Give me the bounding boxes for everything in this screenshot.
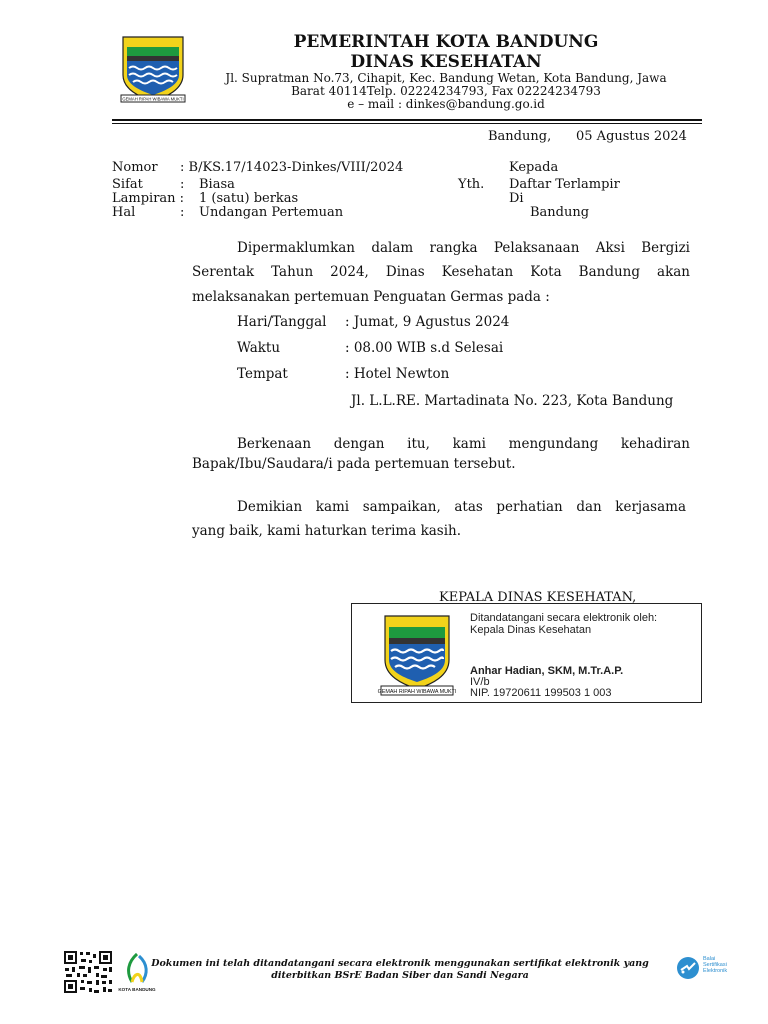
bsre-logo-icon (676, 956, 700, 980)
signer-position: Kepala Dinas Kesehatan (470, 624, 592, 636)
paragraph-1-line-2: Serentak Tahun 2024, Dinas Kesehatan Kota Bandung akan (192, 264, 690, 280)
paragraph-3-line-1: Demikian kami sampaikan, atas perhatian dan kerjasama (237, 499, 686, 515)
recipient-kepada: Kepada (509, 160, 559, 175)
recipient-line-2: Di (509, 191, 524, 206)
hari-tanggal-label: Hari/Tanggal (237, 314, 327, 330)
sifat-separator: : (180, 177, 185, 192)
qr-code-icon (63, 950, 113, 994)
bsre-text-line-3: Elektronik (703, 968, 728, 974)
date-place: Bandung, (488, 129, 552, 144)
bsre-text-line-2: Sertifikasi (703, 962, 727, 968)
waktu-value: : 08.00 WIB s.d Selesai (345, 340, 504, 356)
paragraph-3-line-2: yang baik, kami haturkan terima kasih. (192, 523, 462, 539)
nomor-label: Nomor (112, 160, 158, 175)
tempat-address: Jl. L.L.RE. Martadinata No. 223, Kota Bandung (351, 393, 674, 409)
address-line-2: Barat 40114Telp. 02224234793, Fax 02224234793 (291, 84, 601, 98)
hal-separator: : (180, 205, 185, 220)
signer-rank: IV/b (470, 676, 490, 688)
footer-note-line-2: diterbitkan BSrE Badan Siber dan Sandi Negara (271, 970, 529, 981)
bsre-logo-text (703, 956, 727, 974)
letter-date: 05 Agustus 2024 (576, 129, 687, 144)
lampiran-label: Lampiran : (112, 191, 185, 206)
letterhead-rule-thin (112, 123, 702, 124)
lampiran-value: 1 (satu) berkas (199, 191, 299, 206)
recipient-yth: Yth. (458, 177, 485, 192)
sifat-label: Sifat (112, 177, 143, 192)
hal-label: Hal (112, 205, 136, 220)
paragraph-1-line-3: melaksanakan pertemuan Penguatan Germas pada : (192, 289, 550, 305)
recipient-line-1: Daftar Terlampir (509, 177, 620, 192)
sifat-value: Biasa (199, 177, 235, 192)
city-coat-of-arms-logo (117, 33, 189, 105)
kota-bandung-logo-text: KOTA BANDUNG (118, 987, 156, 992)
agency-title: DINAS KESEHATAN (350, 52, 542, 72)
hal-value: Undangan Pertemuan (199, 205, 344, 220)
signature-coat-of-arms-logo (377, 610, 457, 698)
footer-note-line-1: Dokumen ini telah ditandatangani secara elektronik menggunakan sertifikat elektronik yang (151, 958, 649, 969)
address-line-1: Jl. Supratman No.73, Cihapit, Kec. Bandung Wetan, Kota Bandung, Jawa (225, 71, 667, 85)
signer-name: Anhar Hadian, SKM, M.Tr.A.P. (470, 665, 624, 677)
waktu-label: Waktu (237, 340, 281, 356)
logo-motto: GEMAH RIPAH WIBAWA MUKTI (122, 96, 184, 102)
government-title: PEMERINTAH KOTA BANDUNG (293, 32, 599, 52)
paragraph-1-line-1: Dipermaklumkan dalam rangka Pelaksanaan Aksi Bergizi (237, 240, 690, 256)
signer-nip: NIP. 19720611 199503 1 003 (470, 687, 612, 699)
bsre-text-line-1: Balai (703, 956, 716, 962)
paragraph-2-line-2: Bapak/Ibu/Saudara/i pada pertemuan tersebut. (192, 456, 516, 472)
signature-logo-motto: GEMAH RIPAH WIBAWA MUKTI (377, 689, 457, 695)
tempat-value: : Hotel Newton (345, 366, 450, 382)
letterhead-rule-thick (112, 119, 702, 121)
electronic-signature-box (351, 603, 702, 703)
signature-title: KEPALA DINAS KESEHATAN, (439, 590, 637, 605)
recipient-line-3: Bandung (530, 205, 590, 220)
signed-by-text: Ditandatangani secara elektronik oleh: (470, 612, 658, 624)
tempat-label: Tempat (237, 366, 288, 382)
paragraph-2-line-1: Berkenaan dengan itu, kami mengundang kehadiran (237, 436, 690, 452)
email-line: e – mail : dinkes@bandung.go.id (347, 97, 545, 111)
nomor-value: : B/KS.17/14023-Dinkes/VIII/2024 (180, 160, 404, 175)
electronic-signature-note (150, 958, 650, 982)
hari-tanggal-value: : Jumat, 9 Agustus 2024 (345, 314, 510, 330)
